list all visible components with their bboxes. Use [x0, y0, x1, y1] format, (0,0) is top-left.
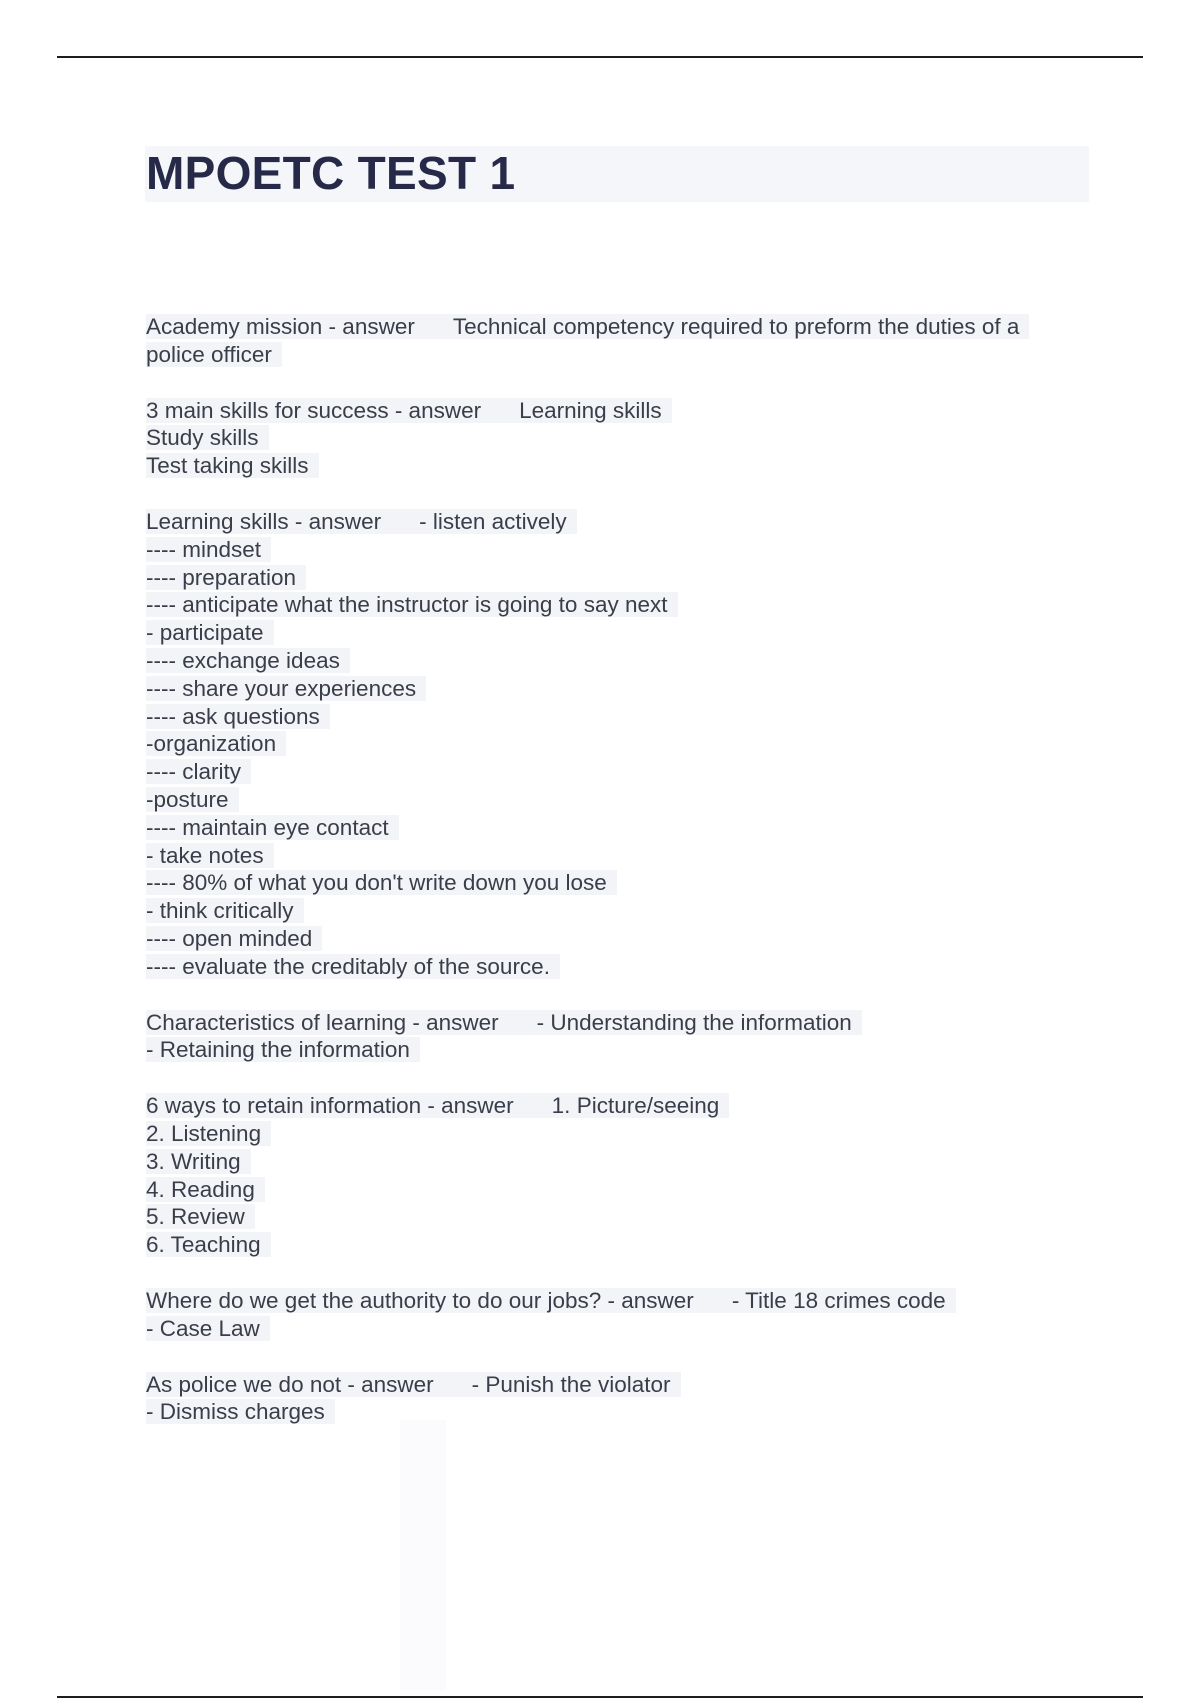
card-answer: Technical competency required to preform the duties of a [452, 314, 1020, 339]
card-answer-line: - Dismiss charges [146, 1398, 1096, 1426]
card-answer-line: Study skills [146, 424, 1096, 452]
card-answer: - Punish the violator [471, 1371, 671, 1397]
card-answer-line: 5. Review [146, 1203, 1096, 1231]
card-answer-line: ---- preparation [146, 564, 1096, 592]
card-first-line [146, 397, 1096, 425]
page-title: MPOETC TEST 1 [146, 147, 516, 199]
card-answer-line: - Retaining the information [146, 1036, 1096, 1064]
flashcard [146, 397, 1096, 480]
card-term: Learning skills - answer [146, 508, 382, 534]
card-answer-line: 6. Teaching [146, 1231, 1096, 1259]
card-term: Academy mission - answer [146, 314, 415, 339]
flashcard-list [146, 313, 1096, 1454]
top-rule [57, 56, 1143, 58]
flashcard [146, 313, 1096, 369]
card-answer-line: ---- 80% of what you don't write down you lose [146, 869, 1096, 897]
card-answer-line: ---- maintain eye contact [146, 814, 1096, 842]
scan-artifact [400, 1420, 446, 1690]
card-first-line [146, 508, 1096, 536]
flashcard [146, 1009, 1096, 1065]
card-answer-line: - think critically [146, 897, 1096, 925]
card-answer-line: - Case Law [146, 1315, 1096, 1343]
card-answer-line: -organization [146, 730, 1096, 758]
card-answer-line: ---- share your experiences [146, 675, 1096, 703]
card-first-line [146, 1371, 1096, 1399]
card-answer-line: - participate [146, 619, 1096, 647]
card-answer-line: police officer [146, 341, 1096, 369]
flashcard [146, 1287, 1096, 1343]
card-term: 3 main skills for success - answer [146, 397, 482, 423]
card-answer-line: Test taking skills [146, 452, 1096, 480]
card-answer-line: 3. Writing [146, 1148, 1096, 1176]
card-answer: - Title 18 crimes code [731, 1287, 946, 1313]
card-first-line [146, 1009, 1096, 1037]
flashcard [146, 508, 1096, 981]
card-first-line [146, 313, 1096, 341]
card-answer-line: - take notes [146, 842, 1096, 870]
card-answer-line: ---- clarity [146, 758, 1096, 786]
card-answer: Learning skills [519, 397, 662, 423]
card-answer-line: ---- anticipate what the instructor is going to say next [146, 591, 1096, 619]
card-answer-line: ---- open minded [146, 925, 1096, 953]
card-answer: 1. Picture/seeing [551, 1093, 720, 1119]
bottom-rule [57, 1696, 1143, 1698]
card-term: Characteristics of learning - answer [146, 1009, 499, 1035]
card-term: 6 ways to retain information - answer [146, 1093, 514, 1119]
card-answer-line: -posture [146, 786, 1096, 814]
card-term: Where do we get the authority to do our jobs? - answer [146, 1287, 694, 1313]
card-first-line [146, 1092, 1096, 1120]
card-answer-line: 4. Reading [146, 1176, 1096, 1204]
flashcard [146, 1371, 1096, 1427]
card-answer-line: ---- mindset [146, 536, 1096, 564]
card-answer-line: ---- exchange ideas [146, 647, 1096, 675]
card-answer: - Understanding the information [536, 1009, 852, 1035]
card-answer: - listen actively [419, 508, 567, 534]
card-term: As police we do not - answer [146, 1371, 434, 1397]
card-answer-line: ---- ask questions [146, 703, 1096, 731]
card-first-line [146, 1287, 1096, 1315]
card-answer-line: 2. Listening [146, 1120, 1096, 1148]
flashcard [146, 1092, 1096, 1259]
card-answer-line: ---- evaluate the creditably of the source. [146, 953, 1096, 981]
